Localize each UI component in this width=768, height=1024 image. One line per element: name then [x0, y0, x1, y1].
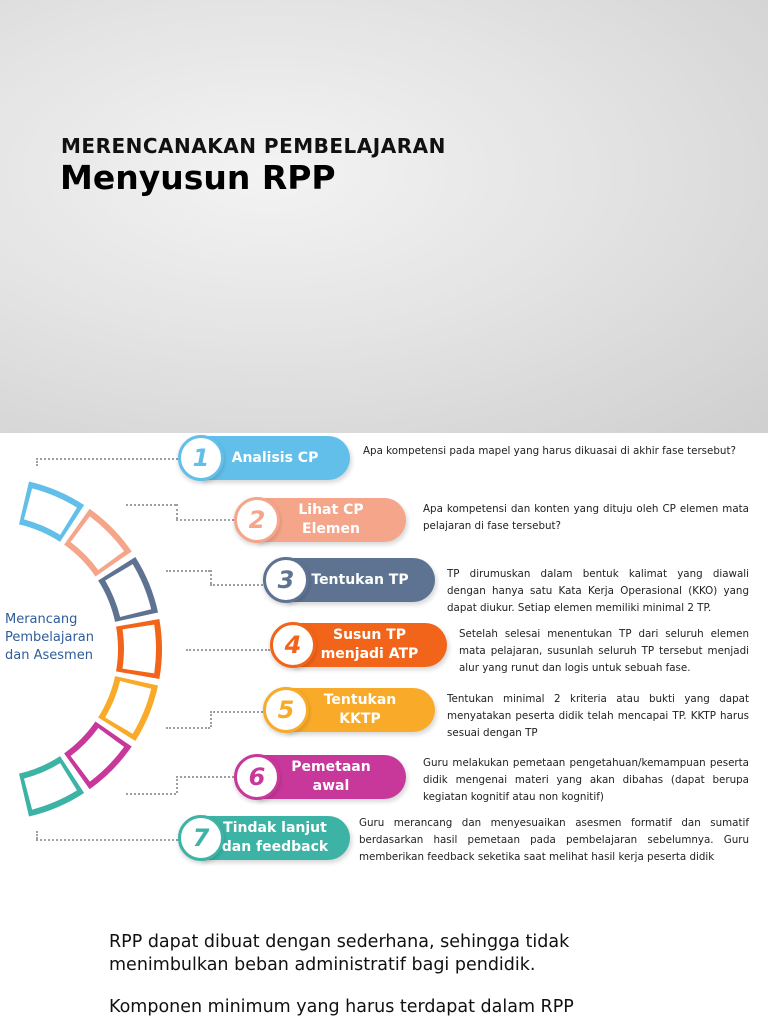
- connector-line-6a: [126, 793, 176, 795]
- connector-line-5b: [210, 711, 263, 713]
- step-5-title-line-1: Tentukan: [323, 692, 397, 708]
- connector-line-1: [36, 458, 182, 460]
- step-3-number-badge: 3: [263, 557, 309, 603]
- connector-drop-1: [36, 458, 38, 466]
- connector-line-2b: [176, 519, 234, 521]
- step-1-number-badge: 1: [178, 435, 224, 481]
- center-label-line-3: dan Asesmen: [5, 648, 93, 663]
- step-3-title-line-1: Tentukan TP: [311, 571, 409, 588]
- step-1-title-line-1: Analisis CP: [231, 449, 319, 466]
- connector-line-7: [36, 839, 182, 841]
- step-7-description: Guru merancang dan menyesuaikan asesmen formatif dan sumatif berdasarkan hasil pemetaan pada pembelajaran sebelumnya. Guru memberikan feedback seketika saat melihat hasil kerja peserta didik: [359, 817, 749, 863]
- step-2-title-line-1: Lihat CP: [298, 502, 364, 518]
- step-4-title-line-2: menjadi ATP: [320, 646, 419, 662]
- step-5-description: Tentukan minimal 2 kriteria atau bukti yang dapat menyatakan peserta didik telah mencapai TP. KKTP harus sesuai dengan TP: [447, 693, 749, 739]
- step-6-title-line-1: Pemetaan: [291, 759, 371, 775]
- step-1-description: Apa kompetensi pada mapel yang harus dikuasai di akhir fase tersebut?: [363, 445, 736, 457]
- connector-line-3b: [210, 584, 263, 586]
- arc-segment-panel-4: [123, 625, 156, 674]
- step-4-title-line-1: Susun TP: [332, 627, 406, 643]
- slide-title: Menyusun RPP: [60, 158, 336, 197]
- step-4-description: Setelah selesai menentukan TP dari seluruh elemen mata pelajaran, susunlah seluruh TP tersebut menjadi alur yang runut dan logis untuk sebuah fase.: [459, 628, 749, 674]
- connector-drop-3: [210, 570, 212, 584]
- connector-line-2a: [126, 504, 176, 506]
- connector-line-3a: [166, 570, 210, 572]
- rpp-steps-infographic: [0, 433, 768, 873]
- step-5-title-line-2: KKTP: [339, 711, 381, 727]
- connector-line-6b: [176, 776, 234, 778]
- connector-drop-6: [176, 776, 178, 793]
- step-4-number-badge: 4: [270, 622, 316, 668]
- body-paragraph-1: RPP dapat dibuat dengan sederhana, sehingga tidak menimbulkan beban administratif bagi pendidik.: [109, 932, 570, 975]
- step-6-description: Guru melakukan pemetaan pengetahuan/kemampuan peserta didik mengenai materi yang akan dibahas (dapat berupa kegiatan kognitif atau non kognitif): [423, 757, 749, 803]
- connector-drop-7: [36, 831, 38, 839]
- connector-drop-5: [210, 711, 212, 727]
- step-2-number-badge: 2: [234, 497, 280, 543]
- center-label-line-1: Merancang: [5, 612, 78, 627]
- connector-drop-2: [176, 504, 178, 519]
- step-7-title-line-1: Tindak lanjut: [223, 820, 327, 836]
- step-7-title-line-2: dan feedback: [221, 839, 329, 855]
- step-7-number-badge: 7: [178, 815, 224, 861]
- body-paragraph-2: Komponen minimum yang harus terdapat dalam RPP: [109, 997, 574, 1017]
- step-3-description: TP dirumuskan dalam bentuk kalimat yang diawali dengan hanya satu Kata Kerja Operasional (KKO) yang dapat diukur. Setiap elemen memiliki minimal 2 TP.: [447, 568, 749, 614]
- connector-line-5a: [166, 727, 210, 729]
- step-6-number-badge: 6: [234, 754, 280, 800]
- slide-subtitle: MERENCANAKAN PEMBELAJARAN: [61, 134, 446, 158]
- step-2-description: Apa kompetensi dan konten yang dituju oleh CP elemen mata pelajaran di fase tersebut?: [423, 503, 749, 532]
- step-5-number-badge: 5: [263, 687, 309, 733]
- title-slide: [0, 0, 768, 433]
- connector-line-4: [186, 649, 270, 651]
- center-label-line-2: Pembelajaran: [5, 630, 94, 645]
- center-label: [5, 611, 125, 665]
- step-2-title-line-2: Elemen: [302, 521, 360, 537]
- step-6-title-line-2: awal: [312, 778, 350, 794]
